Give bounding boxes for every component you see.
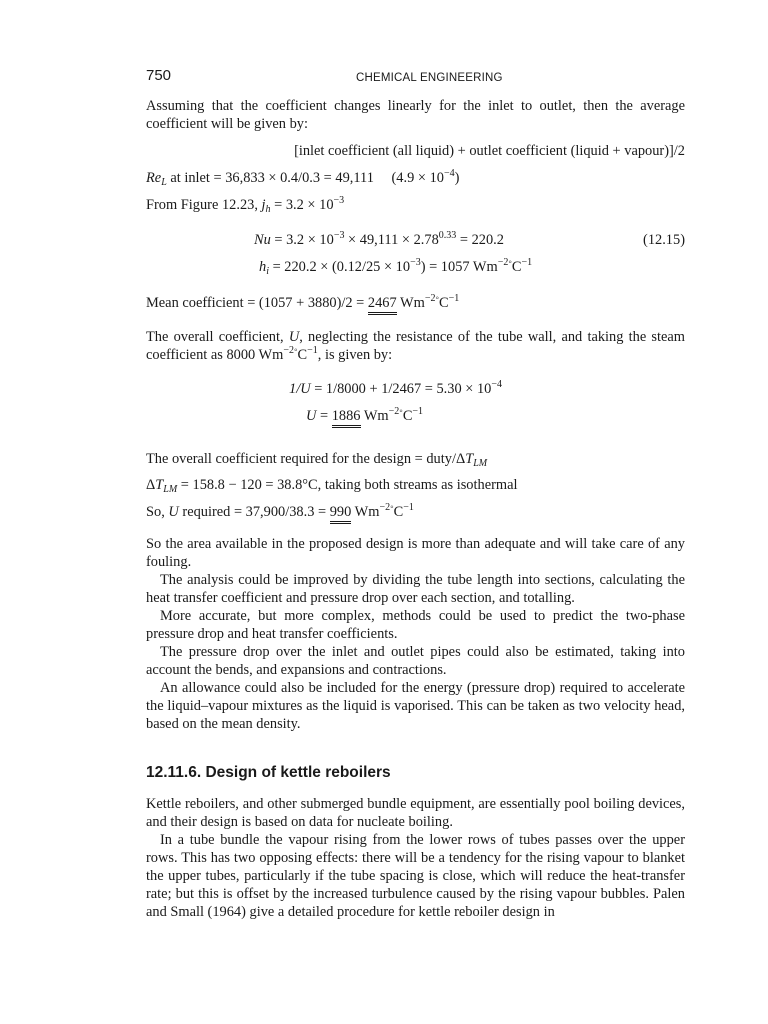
mean-coefficient-result: 2467 [368,295,397,315]
inverse-u-equation: $1/U = 1/8000 + 1/2467 = 5.30 \times 10^{-4}$ [289,379,503,397]
u-result: 1886 [332,408,361,428]
section-heading: 12.11.6. Design of kettle reboilers [146,764,391,781]
discussion-paragraphs [146,535,685,733]
page-header [146,67,685,87]
average-formula: [inlet coefficient (all liquid) + outlet coefficient (liquid + vapour)]/2 [294,143,685,159]
paragraph: In a tube bundle the vapour rising from the lower rows of tubes passes over the upper rows. This has two opposing effects: there will be a tendency for the rising vapour to blanket the upper tubes, particularly if the tube spacing is close, which will reduce the heat-transfer rate; but this is offset by the increased turbulence caused by the rising vapour bubbles. Palen and Small (1964) give a detailed procedure for kettle reboiler design in [146,832,685,920]
paragraph: More accurate, but more complex, methods could be used to predict the two-phase pressure drop and heat transfer coefficients. [146,608,685,642]
u-required-line: So, U required = 37,900/38.3 = 990 $Wm^{-2◦}C^{-1}$ [146,503,414,521]
dtlm-line: $\Delta T_{LM} = 158.8 - 120 = 38.8^\circ C$, taking both streams as isothermal [146,477,518,495]
mean-coefficient-line: Mean coefficient = (1057 + 3880)/2 = 2467 $Wm^{-2◦}C^{-1}$ [146,294,459,312]
paragraph: The analysis could be improved by dividing the tube length into sections, calculating the heat transfer coefficient and pressure drop over each section, and totalling. [146,572,685,606]
section-body [146,795,685,921]
page-number: 750 [146,67,172,84]
intro-paragraph: Assuming that the coefficient changes linearly for the inlet to outlet, then the average coefficient will be given by: [146,98,685,132]
paragraph: The pressure drop over the inlet and outlet pipes could also be estimated, taking into account the bends, and expansions and contractions. [146,644,685,678]
running-head: CHEMICAL ENGINEERING [356,72,503,84]
reynolds-line: $Re_L$ at inlet = 36,833 × 0.4/0.3 = 49,111 $(4.9 \times 10^{-4})$ [146,168,460,188]
required-coefficient-line: The overall coefficient required for the design = duty/$\Delta T_{LM}$ [146,451,488,469]
u-required-result: 990 [330,504,352,524]
u-equation: U = 1886 $Wm^{-2◦}C^{-1}$ [306,407,423,425]
paragraph: An allowance could also be included for the energy (pressure drop) required to accelerate the liquid–vapour mixtures as the liquid is vaporised. This can be taken as two velocity head, based on the mean density. [146,680,685,732]
paragraph: So the area available in the proposed design is more than adequate and will take care of any fouling. [146,536,685,570]
equation-number: (12.15) [643,232,685,248]
figure-reference-line: From Figure 12.23, $j_h = 3.2 \times 10^{-3}$ [146,195,345,215]
hi-equation: $h_i = 220.2 \times (0.12/25 \times 10^{-3}) = 1057$ $Wm^{-2◦}C^{-1}$ [259,257,533,277]
nusselt-equation: $Nu = 3.2 \times 10^{-3} \times 49,111 \times 2.78^{0.33} = 220.2$ [254,230,504,248]
overall-coefficient-paragraph: The overall coefficient, U, neglecting the resistance of the tube wall, and taking the steam coefficient as 8000 $Wm^{-2◦}C^{-1}$, is given by: [146,329,685,363]
paragraph: Kettle reboilers, and other submerged bundle equipment, are essentially pool boiling devices, and their design is based on data for nucleate boiling. [146,796,685,830]
